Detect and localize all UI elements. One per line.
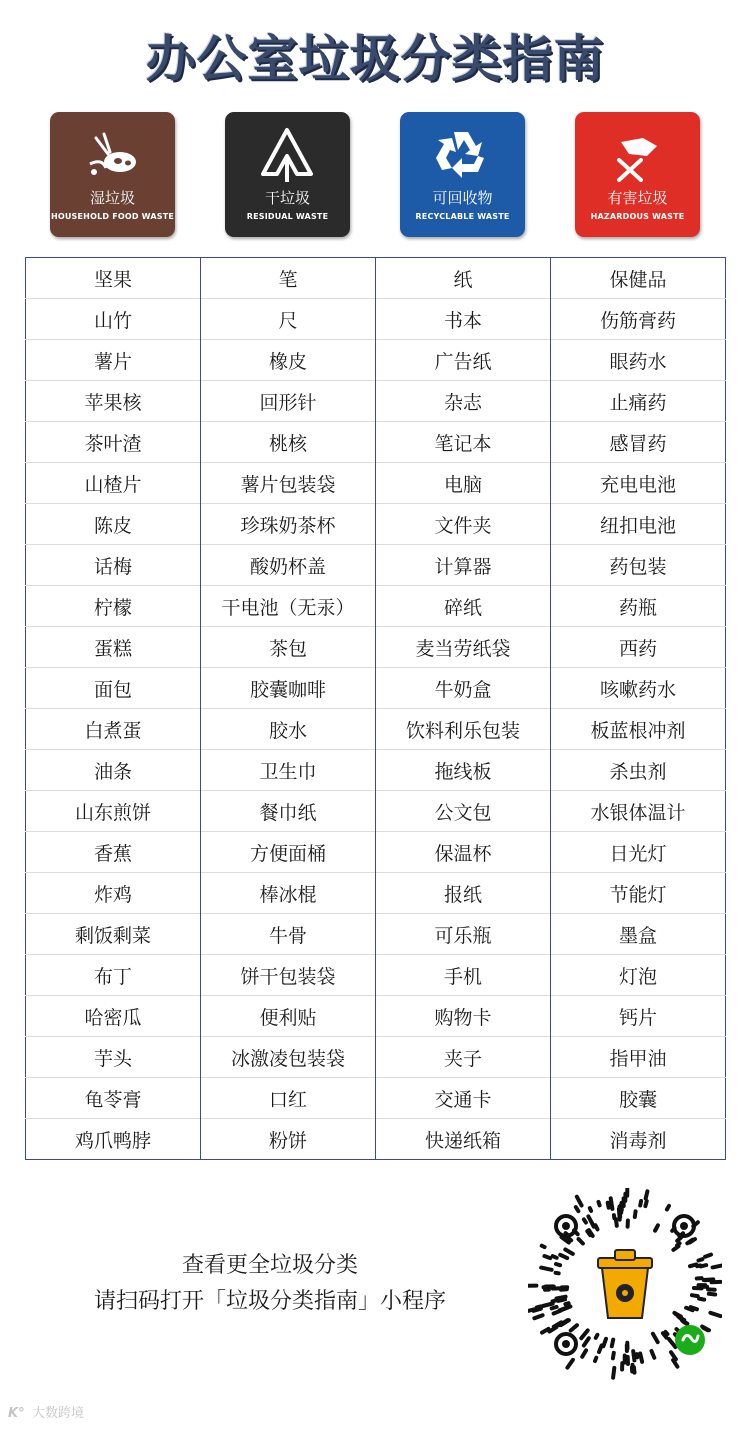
table-cell: 保温杯 (376, 832, 551, 873)
qr-mark (553, 1299, 562, 1301)
qr-mark (673, 1246, 678, 1250)
table-cell: 碎纸 (376, 586, 551, 627)
qr-mark (537, 1306, 541, 1307)
qr-mark (616, 1219, 617, 1226)
table-cell: 牛奶盒 (376, 668, 551, 709)
table-cell: 珍珠奶茶杯 (201, 504, 376, 545)
table-cell: 药瓶 (551, 586, 726, 627)
category-label: 有害垃圾 (607, 189, 668, 207)
qr-mark (692, 1295, 698, 1296)
table-row (26, 504, 726, 545)
table-row (26, 1078, 726, 1119)
table-cell: 药包装 (551, 545, 726, 586)
table-cell: 龟苓膏 (26, 1078, 201, 1119)
table-cell: 柠檬 (26, 586, 201, 627)
table-cell: 山东煎饼 (26, 791, 201, 832)
table-cell: 剩饭剩菜 (26, 914, 201, 955)
table-cell: 炸鸡 (26, 873, 201, 914)
qr-mark (701, 1265, 707, 1266)
table-cell: 钙片 (551, 996, 726, 1037)
qr-mark (541, 1268, 551, 1270)
qr-mark (690, 1239, 695, 1242)
category-english-label: HOUSEHOLD FOOD WASTE (50, 212, 175, 221)
table-row (26, 873, 726, 914)
qr-mark (590, 1208, 591, 1211)
qr-mark (596, 1335, 598, 1338)
qr-mark (646, 1191, 648, 1198)
qr-mark (603, 1339, 606, 1346)
table-row (26, 832, 726, 873)
qr-mark (599, 1345, 602, 1352)
table-cell: 尺 (201, 299, 376, 340)
table-cell: 伤筋膏药 (551, 299, 726, 340)
qr-mark (576, 1207, 579, 1211)
table-cell: 干电池（无汞） (201, 586, 376, 627)
table-row (26, 668, 726, 709)
table-cell: 夹子 (376, 1037, 551, 1078)
category-hazardous (575, 112, 700, 237)
qr-mark (577, 1197, 582, 1206)
table-cell: 山楂片 (26, 463, 201, 504)
watermark-text: 大数跨境 (32, 1406, 85, 1421)
qr-mark (677, 1238, 681, 1241)
qr-mark (667, 1206, 669, 1210)
table-cell: 便利贴 (201, 996, 376, 1037)
table-cell: 手机 (376, 955, 551, 996)
table-row (26, 258, 726, 299)
table-cell: 饼干包装袋 (201, 955, 376, 996)
qr-mark (608, 1203, 609, 1208)
table-cell: 胶囊咖啡 (201, 668, 376, 709)
table-cell: 笔 (201, 258, 376, 299)
table-row (26, 422, 726, 463)
qr-mark (633, 1351, 634, 1360)
category-recyclable (400, 112, 525, 237)
table-row (26, 586, 726, 627)
qr-mark (710, 1313, 720, 1316)
watermark-logo-icon: K° (8, 1406, 25, 1421)
table-cell: 交通卡 (376, 1078, 551, 1119)
table-cell: 指甲油 (551, 1037, 726, 1078)
table-row (26, 914, 726, 955)
table-cell: 粉饼 (201, 1119, 376, 1160)
qr-mark (637, 1354, 638, 1357)
qr-mark (553, 1256, 557, 1258)
qr-mark (581, 1330, 587, 1338)
table-cell: 胶囊 (551, 1078, 726, 1119)
table-cell: 油条 (26, 750, 201, 791)
category-english-label: RECYCLABLE WASTE (415, 212, 510, 221)
table-cell: 冰激凌包装袋 (201, 1037, 376, 1078)
table-cell: 拖线板 (376, 750, 551, 791)
qr-mark (611, 1198, 613, 1209)
table-row (26, 750, 726, 791)
table-cell: 橡皮 (201, 340, 376, 381)
qr-mark (584, 1219, 586, 1222)
table-cell: 麦当劳纸袋 (376, 627, 551, 668)
qr-mark (634, 1367, 635, 1372)
qr-mark (613, 1353, 614, 1359)
qr-mark (612, 1340, 613, 1347)
table-row (26, 1119, 726, 1160)
category-legend (0, 112, 750, 238)
category-english-label: RESIDUAL WASTE (246, 212, 329, 221)
table-row (26, 1037, 726, 1078)
table-row (26, 463, 726, 504)
qr-mark (560, 1307, 570, 1311)
category-label: 可回收物 (432, 189, 493, 207)
table-cell: 陈皮 (26, 504, 201, 545)
table-row (26, 996, 726, 1037)
qr-mark (568, 1238, 571, 1240)
table-cell: 蛋糕 (26, 627, 201, 668)
table-cell: 坚果 (93, 268, 132, 291)
category-label: 湿垃圾 (89, 189, 135, 207)
category-english-label: HAZARDOUS WASTE (590, 212, 685, 221)
table-row (26, 381, 726, 422)
table-cell: 公文包 (376, 791, 551, 832)
recycle-icon (432, 124, 492, 186)
table-cell: 棒冰棍 (201, 873, 376, 914)
table-row (26, 709, 726, 750)
qr-mark (613, 1368, 614, 1378)
qr-mark (640, 1201, 641, 1206)
table-cell: 广告纸 (376, 340, 551, 381)
qr-mark (588, 1216, 592, 1224)
table-cell: 薯片包装袋 (201, 463, 376, 504)
table-cell: 水银体温计 (551, 791, 726, 832)
table-cell: 购物卡 (376, 996, 551, 1037)
table-cell: 计算器 (376, 545, 551, 586)
qr-mark (567, 1360, 573, 1368)
table-cell: 餐巾纸 (201, 791, 376, 832)
qr-mark (614, 1215, 615, 1218)
qr-mark (543, 1304, 553, 1307)
table-cell: 纸 (376, 258, 551, 299)
qr-mark (653, 1334, 658, 1342)
table-row (26, 791, 726, 832)
qr-mark (560, 1255, 567, 1258)
table-cell: 酸奶杯盖 (201, 545, 376, 586)
category-residual-waste (225, 112, 350, 237)
food-waste-icon (82, 124, 142, 186)
qr-mark (595, 1225, 597, 1229)
table-row (26, 627, 726, 668)
qr-mark (640, 1354, 642, 1362)
table-cell: 面包 (26, 668, 201, 709)
table-cell: 可乐瓶 (376, 914, 551, 955)
qr-mark (703, 1328, 707, 1330)
qr-mark (655, 1225, 658, 1230)
qr-mark (599, 1202, 600, 1206)
table-cell: 节能灯 (551, 873, 726, 914)
table-cell: 牛骨 (201, 914, 376, 955)
qr-mark (709, 1294, 715, 1295)
table-cell: 电脑 (376, 463, 551, 504)
qr-mark (652, 1351, 655, 1358)
table-cell: 哈密瓜 (26, 996, 201, 1037)
qr-mark (556, 1273, 559, 1274)
table-cell: 白煮蛋 (26, 709, 201, 750)
footer-instructions (60, 1248, 480, 1320)
qr-mark (595, 1358, 596, 1361)
qr-mark (587, 1231, 590, 1235)
table-cell: 苹果核 (26, 381, 201, 422)
table-cell: 文件夹 (376, 504, 551, 545)
qr-mark (542, 1246, 545, 1247)
category-food-waste (50, 112, 175, 237)
table-cell: 眼药水 (551, 340, 726, 381)
qr-mark (713, 1265, 722, 1267)
table-row (26, 340, 726, 381)
table-row (26, 955, 726, 996)
page-title: 办公室垃圾分类指南 (145, 30, 605, 88)
table-cell: 话梅 (26, 545, 201, 586)
mini-program-qr-code[interactable] (528, 1188, 722, 1382)
table-cell: 卫生巾 (201, 750, 376, 791)
table-cell: 茶包 (201, 627, 376, 668)
qr-mark (556, 1264, 560, 1265)
table-cell: 山竹 (26, 299, 201, 340)
category-label: 干垃圾 (264, 189, 310, 207)
table-cell: 感冒药 (551, 422, 726, 463)
table-cell: 板蓝根冲剂 (551, 709, 726, 750)
qr-mark (565, 1250, 573, 1254)
table-cell: 保健品 (551, 258, 726, 299)
table-cell: 报纸 (376, 873, 551, 914)
table-cell: 胶水 (201, 709, 376, 750)
trash-bin-icon (598, 1250, 652, 1318)
footer-line-1: 查看更全垃圾分类 (181, 1253, 358, 1278)
qr-mark (552, 1307, 557, 1309)
residual-waste-icon (257, 124, 317, 186)
qr-mark (565, 1303, 568, 1304)
table-cell: 笔记本 (376, 422, 551, 463)
table-cell: 咳嗽药水 (551, 668, 726, 709)
table-cell: 快递纸箱 (376, 1119, 551, 1160)
footer-line-2: 请扫码打开「垃圾分类指南」小程序 (93, 1289, 446, 1314)
qr-mark (699, 1299, 704, 1300)
qr-mark (705, 1255, 711, 1257)
table-cell: 薯片 (26, 340, 201, 381)
table-cell: 消毒剂 (551, 1119, 726, 1160)
qr-mark (534, 1315, 542, 1318)
table-cell: 杀虫剂 (551, 750, 726, 791)
table-cell: 茶叶渣 (26, 422, 201, 463)
qr-mark (686, 1308, 693, 1310)
qr-mark (635, 1211, 636, 1217)
table-cell: 书本 (376, 299, 551, 340)
table-cell: 方便面桶 (201, 832, 376, 873)
qr-mark (584, 1338, 589, 1345)
table-cell: 墨盒 (551, 914, 726, 955)
table-cell: 香蕉 (26, 832, 201, 873)
qr-mark (582, 1350, 586, 1357)
table-cell: 止痛药 (551, 381, 726, 422)
table-cell: 饮料利乐包装 (376, 709, 551, 750)
table-cell: 口红 (201, 1078, 376, 1119)
table-cell: 纽扣电池 (551, 504, 726, 545)
table-cell: 布丁 (26, 955, 201, 996)
table-cell: 灯泡 (551, 955, 726, 996)
hazardous-waste-icon (607, 124, 667, 186)
table-cell: 桃核 (201, 422, 376, 463)
table-cell: 芋头 (26, 1037, 201, 1078)
qr-mark (571, 1325, 577, 1330)
table-cell: 回形针 (201, 381, 376, 422)
mini-program-badge-icon (675, 1325, 705, 1355)
table-cell: 杂志 (376, 381, 551, 422)
qr-mark (579, 1239, 583, 1243)
qr-mark (683, 1322, 686, 1324)
table-row (26, 545, 726, 586)
qr-mark (544, 1256, 550, 1258)
table-cell: 鸡爪鸭脖 (26, 1119, 201, 1160)
qr-mark (699, 1259, 703, 1260)
table-cell: 日光灯 (551, 832, 726, 873)
qr-mark (663, 1333, 667, 1337)
table-cell: 充电电池 (551, 463, 726, 504)
qr-mark (645, 1201, 646, 1206)
sorting-table (25, 257, 726, 1160)
table-cell: 西药 (551, 627, 726, 668)
qr-mark (669, 1339, 676, 1347)
watermark (8, 1404, 84, 1424)
table-row (26, 299, 726, 340)
